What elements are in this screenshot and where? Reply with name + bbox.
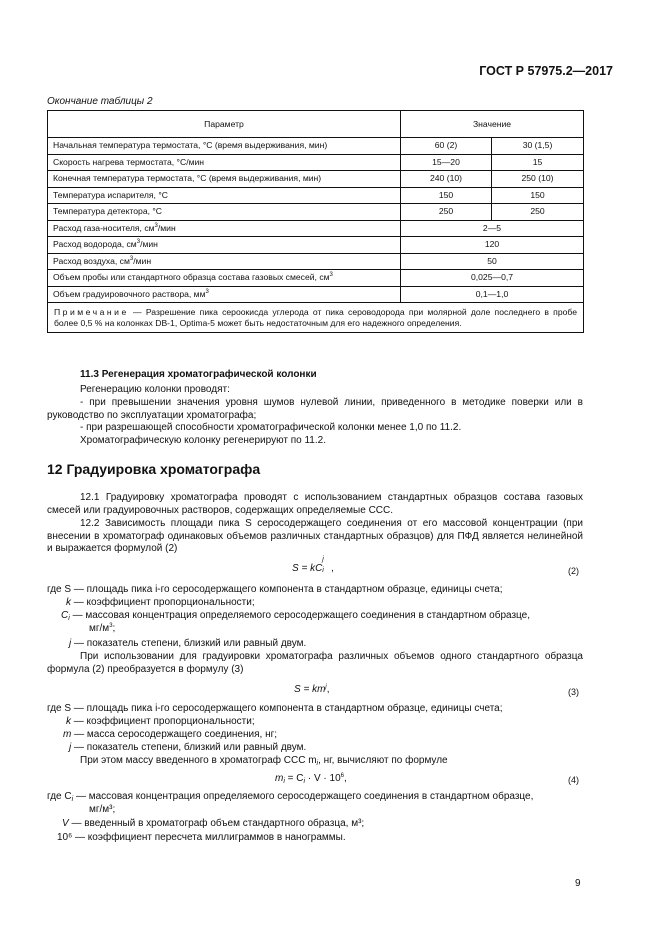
def-row: где S — площадь пика i-го серосодержащего компонента в стандартном образце, единицы счета;: [47, 703, 503, 714]
page-number: 9: [575, 878, 581, 889]
value-cell: 15: [492, 154, 584, 171]
value-cell: 240 (10): [401, 171, 492, 188]
paragraph-12-1: 12.1 Градуировку хроматографа проводят с использованием стандартных образцов состава газовых смесей или градуировочных растворов, содержащих определяемые ССС.: [47, 492, 583, 516]
def-row: $мг/м^3$;: [89, 623, 116, 634]
table-note-row: [48, 303, 584, 333]
table-row: [48, 220, 584, 237]
paragraph-12-2-cont: При использовании для градуировки хроматографа различных объемов одного стандартного образца формула (2) преобразуется в формулу (3): [47, 651, 583, 675]
formula-3-number: (3): [568, 687, 579, 697]
def-row: $C_i$ — массовая концентрация определяемого серосодержащего соединения в стандартном образце,: [61, 610, 531, 622]
paragraph-mass: При этом массу введенного в хроматограф ССС $m_i$, нг, вычисляют по формуле: [80, 755, 448, 767]
column-header-value: Значение: [401, 111, 584, 138]
note-label: Примечание: [54, 307, 129, 317]
value-cell: 50: [401, 253, 584, 270]
def-row: j — показатель степени, близкий или равный двум.: [69, 638, 307, 649]
def-row: мг/м³;: [89, 804, 116, 815]
param-cell: Скорость нагрева термостата, °С/мин: [48, 154, 401, 171]
table-header-row: [48, 111, 584, 138]
def-row: k — коэффициент пропорциональности;: [66, 716, 255, 727]
def-row: где S — площадь пика i-го серосодержащего компонента в стандартном образце, единицы счета;: [47, 584, 503, 595]
param-cell: Расход воздуха, $см^3$/мин: [48, 253, 401, 270]
param-cell: Расход водорода, $см^3$/мин: [48, 237, 401, 254]
param-cell: Объем градуировочного раствора, $мм^3$: [48, 286, 401, 303]
value-cell: 60 (2): [401, 138, 492, 155]
param-cell: Температура детектора, °С: [48, 204, 401, 221]
table-row: [48, 187, 584, 204]
def-row: V — введенный в хроматограф объем стандартного образца, м³;: [62, 818, 365, 829]
table-row: [48, 154, 584, 171]
column-header-param: Параметр: [48, 111, 401, 138]
formula-2: S = kC j i ,: [292, 556, 334, 574]
param-cell: Температура испарителя, °С: [48, 187, 401, 204]
def-row: где $C_i$ — массовая концентрация определяемого серосодержащего соединения в стандартном образце,: [47, 791, 534, 803]
table-note: [48, 303, 584, 333]
value-cell: 15—20: [401, 154, 492, 171]
value-cell: 250 (10): [492, 171, 584, 188]
value-cell: 250: [401, 204, 492, 221]
value-cell: 30 (1,5): [492, 138, 584, 155]
section-12-title: 12 Градуировка хроматографа: [47, 461, 261, 477]
formula-2-number: (2): [568, 566, 579, 576]
value-cell: 250: [492, 204, 584, 221]
param-cell: Объем пробы или стандартного образца состава газовых смесей, $см^3$: [48, 270, 401, 287]
section-11-3-intro: Регенерацию колонки проводят:: [80, 384, 230, 395]
table-row: [48, 237, 584, 254]
table-row: [48, 253, 584, 270]
value-cell: 150: [401, 187, 492, 204]
formula-3: $S = km^j$,: [294, 684, 330, 695]
table-caption: Окончание таблицы 2: [47, 96, 153, 107]
formula-4: $m_i = C_i \cdot V \cdot 10^6$,: [275, 773, 347, 785]
table-row: [48, 286, 584, 303]
param-cell: Начальная температура термостата, °С (время выдерживания, мин): [48, 138, 401, 155]
value-cell: 2—5: [401, 220, 584, 237]
table-row: [48, 171, 584, 188]
param-cell: Конечная температура термостата, °С (время выдерживания, мин): [48, 171, 401, 188]
def-row: m — масса серосодержащего соединения, нг;: [63, 729, 278, 740]
table-row: [48, 204, 584, 221]
paragraph-12-2: 12.2 Зависимость площади пика S серосодержащего соединения от его массовой концентрации (при внесении в хроматограф одинаковых объемов различных стандартных образцов) для ПФД является нелинейной и выражается формулой (2): [47, 518, 583, 554]
param-cell: Расход газа-носителя, $см^3$/мин: [48, 220, 401, 237]
section-11-3-item1: - при превышении значения уровня шумов нулевой линии, приведенного в методике поверки или в руководство по эксплуатации хроматографа;: [47, 397, 583, 421]
section-11-3-item2: - при разрешающей способности хроматографической колонки менее 1,0 по 11.2.: [80, 422, 462, 433]
value-cell: 150: [492, 187, 584, 204]
table-row: [48, 270, 584, 287]
def-row: 10⁶ — коэффициент пересчета миллиграммов в нанограммы.: [57, 832, 346, 843]
note-text: — Разрешение пика сероокисда углерода от пика сероводорода при молярной доле последнего в пробе более 0,5 % на колонках DB-1, Optima-5 может быть недостаточным для его надежного определения.: [54, 307, 577, 328]
formula-4-number: (4): [568, 775, 579, 785]
def-row: j — показатель степени, близкий или равный двум.: [69, 742, 307, 753]
section-11-3-outro: Хроматографическую колонку регенерируют по 11.2.: [80, 435, 326, 446]
table-row: [48, 138, 584, 155]
value-cell: 0,025—0,7: [401, 270, 584, 287]
def-row: k — коэффициент пропорциональности;: [66, 597, 255, 608]
value-cell: 0,1—1,0: [401, 286, 584, 303]
parameters-table: [47, 110, 584, 333]
section-11-3-title: 11.3 Регенерация хроматографической колонки: [80, 369, 317, 380]
standard-designation: ГОСТ Р 57975.2—2017: [479, 64, 613, 78]
value-cell: 120: [401, 237, 584, 254]
